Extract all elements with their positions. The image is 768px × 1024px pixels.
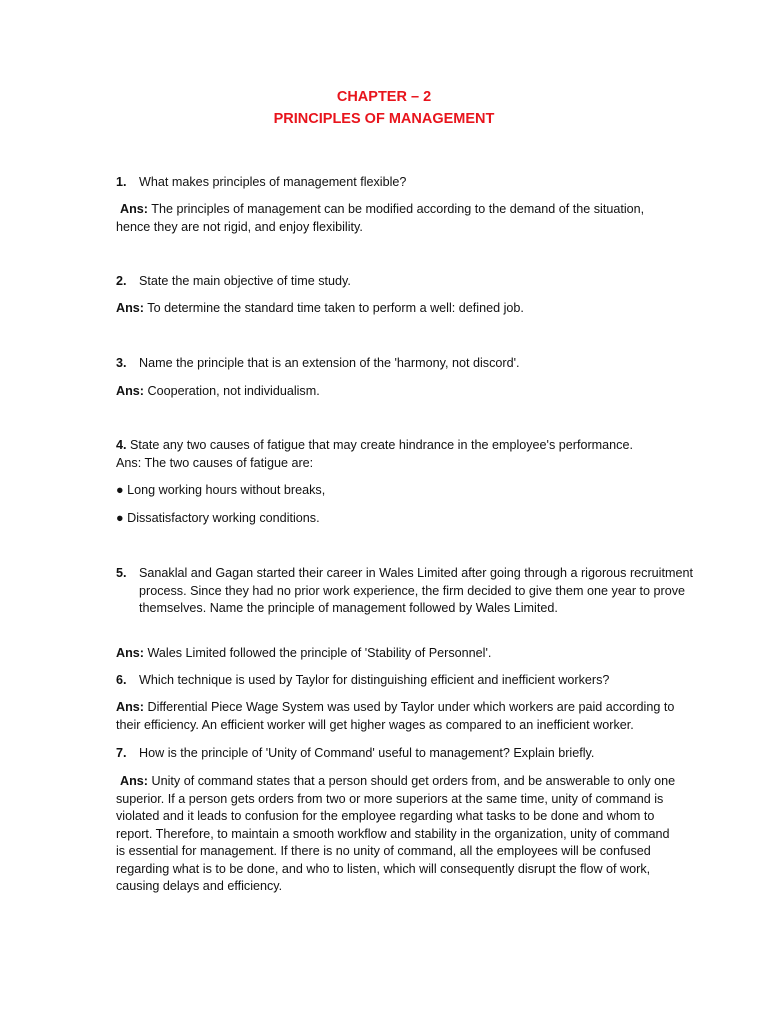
answer-4 bbox=[116, 455, 676, 473]
answer-text: Differential Piece Wage System was used by Taylor under which workers are paid according to their efficiency. An efficient worker will get higher wages as compared to an inefficient worker. bbox=[116, 700, 675, 732]
ans-label: Ans: bbox=[116, 301, 144, 315]
answer-text: The principles of management can be modified according to the demand of the situation, hence they are not rigid, and enjoy flexibility. bbox=[116, 202, 645, 234]
answer-text: To determine the standard time taken to perform a well: defined job. bbox=[147, 301, 524, 315]
bullet-item bbox=[116, 482, 676, 500]
ans-label: Ans: bbox=[116, 646, 144, 660]
question-text: State any two causes of fatigue that may create hindrance in the employee's performance. bbox=[130, 438, 633, 452]
bullet-icon: ● bbox=[116, 483, 124, 497]
question-5 bbox=[116, 565, 699, 618]
answer-2 bbox=[116, 300, 676, 318]
question-text: What makes principles of management flexible? bbox=[139, 175, 407, 189]
ans-label: Ans: bbox=[120, 774, 148, 788]
question-2 bbox=[116, 273, 699, 291]
question-number: 6. bbox=[116, 673, 127, 687]
question-4 bbox=[116, 437, 676, 455]
question-text: Which technique is used by Taylor for distinguishing efficient and inefficient workers? bbox=[139, 673, 610, 687]
question-number: 1. bbox=[116, 175, 127, 189]
question-number: 4. bbox=[116, 438, 127, 452]
question-text: Sanaklal and Gagan started their career in Wales Limited after going through a rigorous recruitment process. Since they had no prior work experience, the firm decided to give them one year to prove themselves. Name the principle of management followed by Wales Limited. bbox=[139, 566, 693, 615]
question-number: 2. bbox=[116, 274, 127, 288]
page-title: PRINCIPLES OF MANAGEMENT bbox=[273, 111, 495, 127]
answer-3 bbox=[116, 383, 676, 401]
question-number: 5. bbox=[116, 566, 127, 580]
question-number: 3. bbox=[116, 356, 127, 370]
bullet-text: Dissatisfactory working conditions. bbox=[127, 511, 320, 525]
answer-text: Cooperation, not individualism. bbox=[147, 384, 320, 398]
answer-6 bbox=[116, 699, 676, 734]
question-text: State the main objective of time study. bbox=[139, 274, 351, 288]
bullet-icon: ● bbox=[116, 511, 124, 525]
bullet-item bbox=[116, 510, 676, 528]
answer-text: Unity of command states that a person should get orders from, and be answerable to only one superior. If a person gets orders from two or more superiors at the same time, unity of command is violated and it leads to confusion for the employee regarding what tasks to be done and whom to report. Therefore, to maintain a smooth workflow and stability in the organization, unity of command is essential for management. If there is no unity of command, all the employees will be confused regarding what is to be done, and who to listen, which will consequently disrupt the flow of work, causing delays and efficiency. bbox=[116, 774, 676, 893]
answer-5 bbox=[116, 645, 676, 663]
question-3 bbox=[116, 355, 699, 373]
bullet-text: Long working hours without breaks, bbox=[127, 483, 326, 497]
question-1 bbox=[116, 174, 699, 192]
chapter-heading: CHAPTER – 2 bbox=[336, 89, 432, 105]
question-number: 7. bbox=[116, 746, 127, 760]
answer-text: Wales Limited followed the principle of 'Stability of Personnel'. bbox=[147, 646, 492, 660]
question-text: Name the principle that is an extension of the 'harmony, not discord'. bbox=[139, 356, 520, 370]
answer-text: Ans: The two causes of fatigue are: bbox=[116, 456, 314, 470]
question-text: How is the principle of 'Unity of Command' useful to management? Explain briefly. bbox=[139, 746, 595, 760]
ans-label: Ans: bbox=[116, 384, 144, 398]
question-6 bbox=[116, 672, 699, 690]
ans-label: Ans: bbox=[120, 202, 148, 216]
question-7 bbox=[116, 745, 699, 763]
ans-label: Ans: bbox=[116, 700, 144, 714]
answer-7 bbox=[116, 773, 676, 896]
answer-1 bbox=[116, 201, 676, 236]
